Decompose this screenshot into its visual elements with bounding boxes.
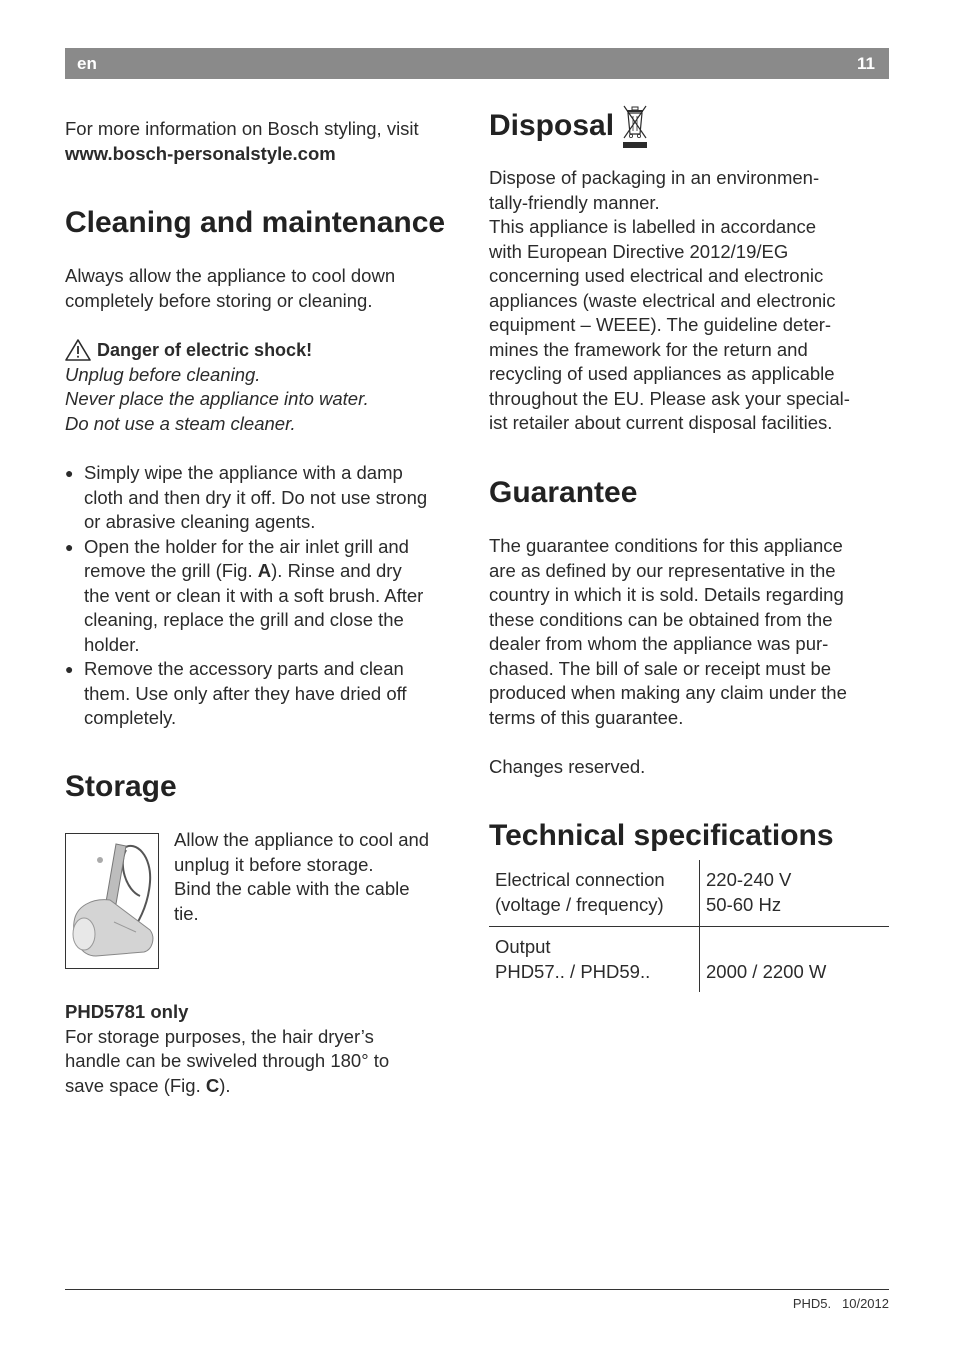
- guarantee-line: these conditions can be obtained from the: [489, 608, 833, 630]
- model-note-text: save space (Fig.: [65, 1074, 206, 1096]
- warning-line: Never place the appliance into water.: [65, 388, 369, 409]
- storage-title: Storage: [65, 770, 177, 803]
- model-note: [65, 1000, 470, 1098]
- disposal-line: tally-friendly manner.: [489, 191, 660, 213]
- technical-specs-title: Technical specifications: [489, 819, 834, 852]
- list-item-line: holder.: [84, 633, 140, 655]
- guarantee-line: The guarantee conditions for this appliance: [489, 535, 843, 556]
- warning-line: Unplug before cleaning.: [65, 363, 261, 385]
- spec-value: 220-240 V: [706, 869, 792, 890]
- cleaning-title: Cleaning and maintenance: [65, 206, 446, 239]
- disposal-line: equipment – WEEE). The guideline deter-: [489, 314, 832, 335]
- model-note-line: For storage purposes, the hair dryer’s: [65, 1025, 374, 1047]
- warning-title: Danger of electric shock!: [97, 340, 313, 360]
- model-note-title: PHD5781 only: [65, 1001, 189, 1022]
- figure-ref: C: [205, 1074, 220, 1096]
- footer-divider: [65, 1289, 889, 1290]
- disposal-line: with European Directive 2012/19/EG: [489, 240, 789, 262]
- list-item-line: ● Remove the accessory parts and clean: [84, 658, 404, 679]
- footer-date: 10/2012: [842, 1296, 889, 1311]
- page-number: 11: [857, 54, 875, 73]
- guarantee-line: terms of this guarantee.: [489, 706, 684, 728]
- warning-triangle-icon: [65, 339, 91, 361]
- disposal-line: ist retailer about current disposal facilities.: [489, 412, 833, 433]
- storage-instructions: [174, 828, 474, 926]
- warning-heading: [65, 338, 465, 363]
- spec-label: Output: [495, 936, 551, 957]
- disposal-heading: [489, 104, 650, 155]
- spec-value: 50-60 Hz: [706, 893, 782, 915]
- cleaning-intro-line: completely before storing or cleaning.: [65, 289, 373, 311]
- cleaning-intro-line: Always allow the appliance to cool down: [65, 265, 396, 286]
- disposal-line: recycling of used appliances as applicable: [489, 363, 835, 384]
- guarantee-line: chased. The bill of sale or receipt must be: [489, 657, 832, 679]
- spec-value: 2000 / 2200 W: [706, 960, 827, 982]
- list-item-text: ). Rinse and dry: [271, 560, 402, 581]
- hair-dryer-storage-illustration: [65, 833, 159, 969]
- disposal-line: appliances (waste electrical and electronic: [489, 289, 836, 311]
- list-item-line: [84, 559, 470, 584]
- list-item-line: them. Use only after they have dried off: [84, 682, 407, 704]
- cleaning-steps-list: [65, 461, 470, 731]
- list-item: [65, 535, 470, 658]
- footer-info: [793, 1296, 889, 1311]
- disposal-line: concerning used electrical and electronic: [489, 265, 824, 286]
- guarantee-line: country in which it is sold. Details regarding: [489, 584, 844, 605]
- storage-line: tie.: [174, 902, 199, 924]
- weee-crossed-bin-icon: [620, 104, 650, 155]
- list-item-line: the vent or clean it with a soft brush. After: [84, 584, 424, 606]
- list-item-line: cleaning, replace the grill and close the: [84, 609, 404, 630]
- disposal-line: mines the framework for the return and: [489, 338, 808, 360]
- intro-text: For more information on Bosch styling, visit: [65, 118, 419, 139]
- model-note-text: ).: [219, 1074, 231, 1096]
- guarantee-text: [489, 534, 894, 730]
- spec-value-cell: [700, 927, 890, 993]
- table-row: [489, 860, 889, 927]
- table-row: [489, 927, 889, 993]
- warning-line: Do not use a steam cleaner.: [65, 412, 296, 434]
- cleaning-intro: [65, 264, 465, 313]
- figure-ref: A: [257, 560, 272, 581]
- list-item-line: or abrasive cleaning agents.: [84, 511, 316, 532]
- guarantee-line: produced when making any claim under the: [489, 682, 847, 703]
- list-item-line: ● Simply wipe the appliance with a damp: [84, 462, 403, 483]
- page-header-bar: [65, 48, 889, 79]
- spec-label: (voltage / frequency): [495, 893, 664, 915]
- guarantee-line: are as defined by our representative in the: [489, 559, 836, 581]
- disposal-text: [489, 166, 894, 436]
- website-link[interactable]: www.bosch-personalstyle.com: [65, 142, 336, 164]
- spec-value-cell: [700, 860, 890, 927]
- list-item: [65, 461, 470, 535]
- list-item-text: remove the grill (Fig.: [84, 560, 258, 581]
- spec-label-cell: [489, 927, 700, 993]
- storage-line: unplug it before storage.: [174, 853, 374, 875]
- spec-value: [706, 935, 883, 960]
- disposal-line: Dispose of packaging in an environmen-: [489, 167, 820, 188]
- disposal-title: Disposal: [489, 109, 615, 142]
- disposal-line: This appliance is labelled in accordance: [489, 216, 817, 237]
- warning-block: [65, 338, 465, 436]
- spec-label: PHD57.. / PHD59..: [495, 960, 651, 982]
- list-item: [65, 657, 470, 731]
- model-note-line: handle can be swiveled through 180° to: [65, 1050, 390, 1071]
- list-item-line: completely.: [84, 707, 177, 728]
- guarantee-line: dealer from whom the appliance was pur-: [489, 633, 829, 654]
- model-note-line: [65, 1074, 470, 1099]
- storage-line: Allow the appliance to cool and: [174, 829, 430, 850]
- intro-block: [65, 117, 465, 166]
- list-item-line: ● Open the holder for the air inlet grill and: [84, 535, 409, 557]
- footer-model: PHD5.: [792, 1296, 832, 1311]
- storage-line: Bind the cable with the cable: [174, 878, 410, 899]
- spec-label-cell: [489, 860, 700, 927]
- list-item-line: cloth and then dry it off. Do not use strong: [84, 486, 428, 508]
- guarantee-title: Guarantee: [489, 476, 638, 509]
- technical-specs-table: [489, 860, 889, 992]
- spec-label: Electrical connection: [495, 869, 665, 890]
- disposal-line: throughout the EU. Please ask your special-: [489, 387, 850, 409]
- language-code: en: [77, 54, 97, 73]
- changes-reserved-note: Changes reserved.: [489, 756, 646, 777]
